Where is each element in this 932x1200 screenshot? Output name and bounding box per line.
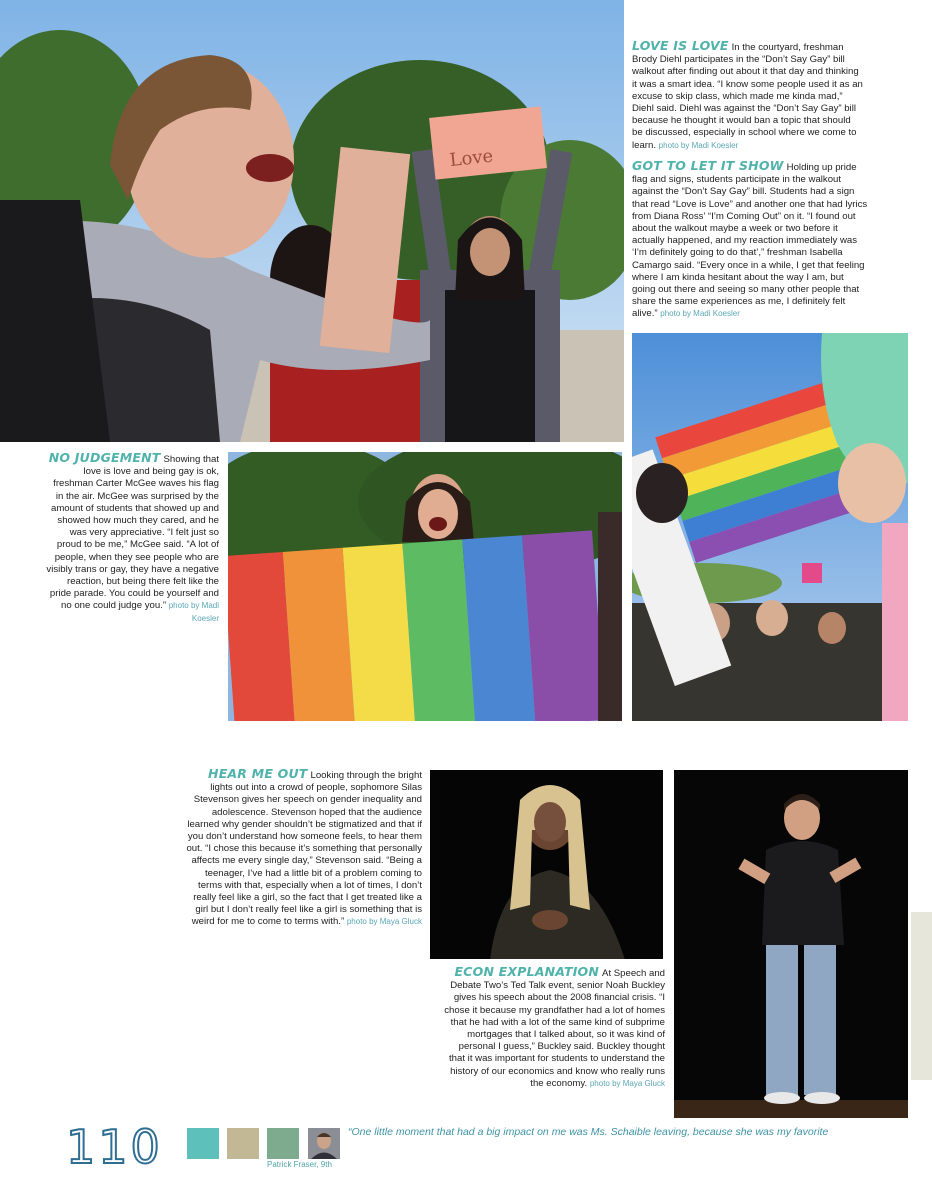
caption-kicker: NO JUDGEMENT <box>48 450 161 465</box>
photo-credit: photo by Maya Gluck <box>346 917 422 927</box>
photo-credit: photo by Madi Koesler <box>660 309 740 319</box>
quote-author-portrait <box>308 1128 340 1159</box>
caption-no-judgement <box>44 452 219 625</box>
sign-text: Love <box>448 145 495 172</box>
color-swatch-teal <box>187 1128 219 1159</box>
caption-econ-explanation <box>440 966 665 1090</box>
caption-hear-me-out <box>186 768 422 929</box>
color-swatch-tan <box>227 1128 259 1159</box>
photo-buckley-speech <box>674 770 908 1118</box>
caption-kicker: LOVE IS LOVE <box>632 38 729 53</box>
color-swatch-green <box>267 1128 299 1159</box>
caption-text: In the courtyard, freshman Brody Diehl participates in the “Don’t Say Gay” bill walkout after finding out about it that day and thinking it was a smart idea. “I know some people used it as an excuse to skip class, which made me kinda mad,” Diehl said. Diehl was against the “Don’t Say Gay” bill because he thought it would ban a topic that should be discussed, especially in school where we come to learn. <box>632 42 863 151</box>
photo-mcgee-flag <box>228 452 622 721</box>
photo-stevenson-speech <box>430 770 663 959</box>
page-number: 110 <box>66 1120 163 1174</box>
caption-text: Looking through the bright lights out into a crowd of people, sophomore Silas Stevenson gives her speech on gender inequality and adolescence. Stevenson hoped that the audience learned why gender shouldn’t be stigmatized and that if you don’t understand how someone feels, to hear them out. “I chose this because it’s something that personally affects me every single day,” Stevenson said. “Being a teenager, I’ve had a little bit of a problem coming to terms with that, especially when a lot of times, I don’t really feel like a girl, so the fact that I get treated like a girl but I don’t really feel like a girl is something that is weird for me to come to terms with.” <box>186 770 422 928</box>
quote-author: Patrick Fraser, 9th <box>267 1160 332 1169</box>
caption-love-is-love <box>632 40 864 152</box>
caption-text: Showing that love is love and being gay is ok, freshman Carter McGee waves his flag in the air. McGee was surprised by the amount of students that showed up and showed how much they cared, and he was very appreciative. “I felt just so proud to be me,” McGee said. “A lot of people, when they see people who are visibly trans or gay, they have a negative reaction, but being there felt like the pride parade. You could be yourself and no one could judge you.” <box>46 454 219 612</box>
pull-quote: “One little moment that had a big impact on me was Ms. Schaible leaving, because she was my favorite <box>348 1126 829 1138</box>
photo-credit: photo by Madi Koesler <box>168 601 219 623</box>
caption-text: At Speech and Debate Two’s Ted Talk event, senior Noah Buckley gives his speech about the 2008 financial crisis. “I chose it because my grandfather had a lot of homes that he had with a lot of the same kind of subprime mortgages that I talked about, so it was kind of personal I guess,” Buckley said. Buckley thought that it was important for students to understand the history of our economics and know who really runs the economy. <box>444 968 665 1089</box>
photo-pride-flag-crowd <box>632 333 908 721</box>
photo-walkout-diehl <box>0 0 624 442</box>
caption-text: Holding up pride flag and signs, students participate in the walkout against the “Don’t Say Gay” bill. Students had a sign that read “Love is Love” and another one that had lyrics from Diana Ross’ “I’m Coming Out” on it. “I found out about the walkout maybe a week or two before it actually happened, and my reaction immediately was ‘I’m definitely going to do that’,” freshman Isabella Camargo said. “Every once in a while, I get that feeling where I am kinda hesitant about the way I am, but going out there and seeing so many other people that share the same experiences as me, I definitely felt alive.” <box>632 162 868 320</box>
page-edge-tab <box>911 912 932 1080</box>
caption-kicker: HEAR ME OUT <box>208 766 308 781</box>
caption-kicker: GOT TO LET IT SHOW <box>632 158 784 173</box>
photo-credit: photo by Maya Gluck <box>589 1078 665 1088</box>
caption-got-to-let-it-show <box>632 160 868 321</box>
caption-kicker: ECON EXPLANATION <box>454 964 600 979</box>
photo-credit: photo by Madi Koesler <box>658 140 739 150</box>
